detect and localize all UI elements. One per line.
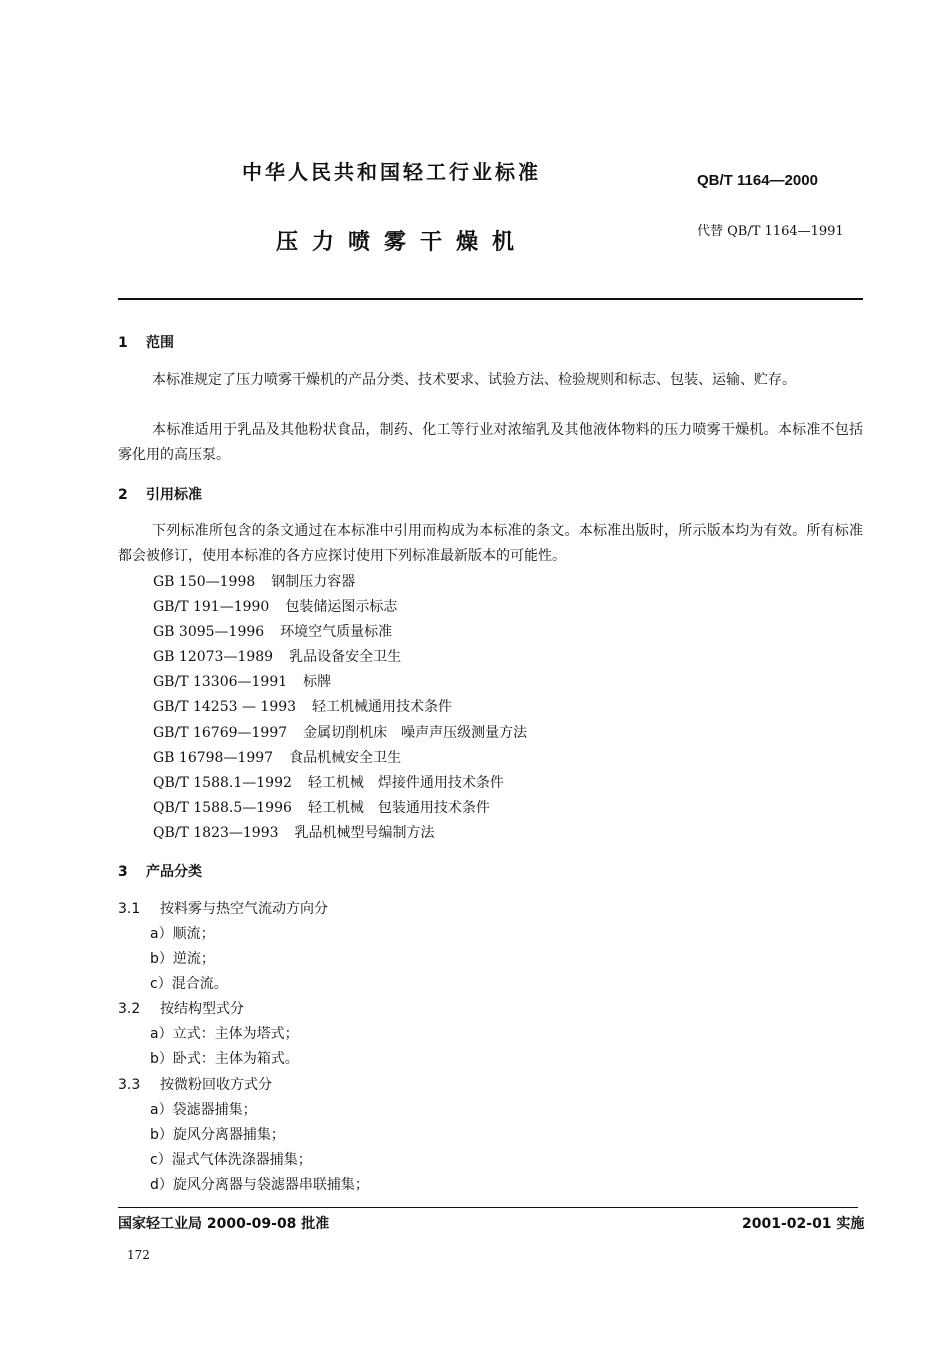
section-number: 2	[118, 487, 128, 503]
reference-code: QB/T 1823—1993	[153, 825, 279, 841]
section-title: 范围	[146, 335, 174, 351]
reference-title: 轻工机械通用技术条件	[312, 699, 453, 715]
subsection-heading	[118, 898, 328, 918]
reference-title: 包装储运图示标志	[285, 599, 398, 615]
header-divider	[118, 298, 863, 300]
reference-item	[153, 596, 397, 616]
list-item: b）旋风分离器捕集；	[150, 1127, 285, 1143]
subsection-heading	[118, 998, 244, 1018]
list-item: a）立式：主体为塔式；	[150, 1026, 299, 1042]
reference-code: QB/T 1588.1—1992	[153, 775, 292, 791]
reference-code: GB/T 191—1990	[153, 599, 270, 615]
subsection-title: 按微粉回收方式分	[160, 1077, 272, 1093]
standard-code: QB/T 1164—2000	[697, 172, 818, 189]
footer-divider	[118, 1207, 858, 1208]
reference-code: QB/T 1588.5—1996	[153, 800, 292, 816]
reference-code: GB 12073—1989	[153, 649, 274, 665]
paragraph: 下列标准所包含的条文通过在本标准中引用而构成为本标准的条文。本标准出版时，所示版本均为有效。所有标准都会被修订，使用本标准的各方应探讨使用下列标准最新版本的可能性。	[118, 523, 863, 564]
reference-title: 标牌	[303, 674, 332, 690]
reference-code: GB 150—1998	[153, 574, 256, 590]
reference-title: 轻工机械 焊接件通用技术条件	[307, 775, 504, 791]
section-number: 3	[118, 864, 128, 880]
reference-item	[153, 797, 490, 817]
reference-item	[153, 747, 401, 767]
paragraph: 本标准规定了压力喷雾干燥机的产品分类、技术要求、试验方法、检验规则和标志、包装、运输、贮存。	[152, 372, 796, 388]
approval-note: 国家轻工业局 2000-09-08 批准	[118, 1216, 330, 1232]
list-item: b）逆流；	[150, 951, 215, 967]
reference-item	[153, 822, 435, 842]
list-item: d）旋风分离器与袋滤器串联捕集；	[150, 1177, 369, 1193]
section-number: 1	[118, 335, 128, 351]
standard-category: 中华人民共和国轻工行业标准	[242, 160, 541, 184]
reference-code: GB 16798—1997	[153, 750, 274, 766]
reference-item	[153, 621, 392, 641]
effective-date: 2001-02-01 实施	[742, 1216, 865, 1232]
reference-title: 金属切削机床 噪声声压级测量方法	[303, 725, 528, 741]
replaces-note: 代替 QB/T 1164—1991	[697, 224, 844, 239]
list-item: c）混合流。	[150, 976, 228, 992]
section-title: 产品分类	[146, 864, 202, 880]
page-number: 172	[127, 1248, 150, 1262]
reference-item	[153, 646, 401, 666]
subsection-number: 3.1	[118, 901, 141, 917]
reference-code: GB 3095—1996	[153, 624, 265, 640]
subsection-title: 按料雾与热空气流动方向分	[160, 901, 328, 917]
paragraph: 本标准适用于乳品及其他粉状食品，制药、化工等行业对浓缩乳及其他液体物料的压力喷雾干燥机。本标准不包括雾化用的高压泵。	[118, 422, 863, 463]
section-title: 引用标准	[146, 487, 202, 503]
reference-title: 乳品机械型号编制方法	[294, 825, 435, 841]
reference-title: 乳品设备安全卫生	[289, 649, 402, 665]
list-item: a）袋滤器捕集；	[150, 1102, 257, 1118]
reference-code: GB/T 16769—1997	[153, 725, 288, 741]
reference-item	[153, 772, 504, 792]
section-heading	[118, 484, 202, 504]
subsection-number: 3.3	[118, 1077, 141, 1093]
reference-title: 环境空气质量标准	[280, 624, 393, 640]
list-item: a）顺流；	[150, 926, 215, 942]
reference-title: 钢制压力容器	[271, 574, 356, 590]
document-title: 压力喷雾干燥机	[276, 230, 529, 255]
subsection-title: 按结构型式分	[160, 1001, 244, 1017]
reference-item	[153, 696, 452, 716]
reference-item	[153, 671, 331, 691]
list-item: c）湿式气体洗涤器捕集；	[150, 1152, 312, 1168]
reference-item	[153, 722, 527, 742]
reference-code: GB/T 14253 — 1993	[153, 699, 297, 715]
reference-title: 食品机械安全卫生	[289, 750, 402, 766]
subsection-heading	[118, 1074, 272, 1094]
reference-code: GB/T 13306—1991	[153, 674, 288, 690]
list-item: b）卧式：主体为箱式。	[150, 1051, 299, 1067]
reference-title: 轻工机械 包装通用技术条件	[307, 800, 490, 816]
section-heading	[118, 332, 174, 352]
reference-item	[153, 571, 355, 591]
subsection-number: 3.2	[118, 1001, 141, 1017]
section-heading	[118, 861, 202, 881]
